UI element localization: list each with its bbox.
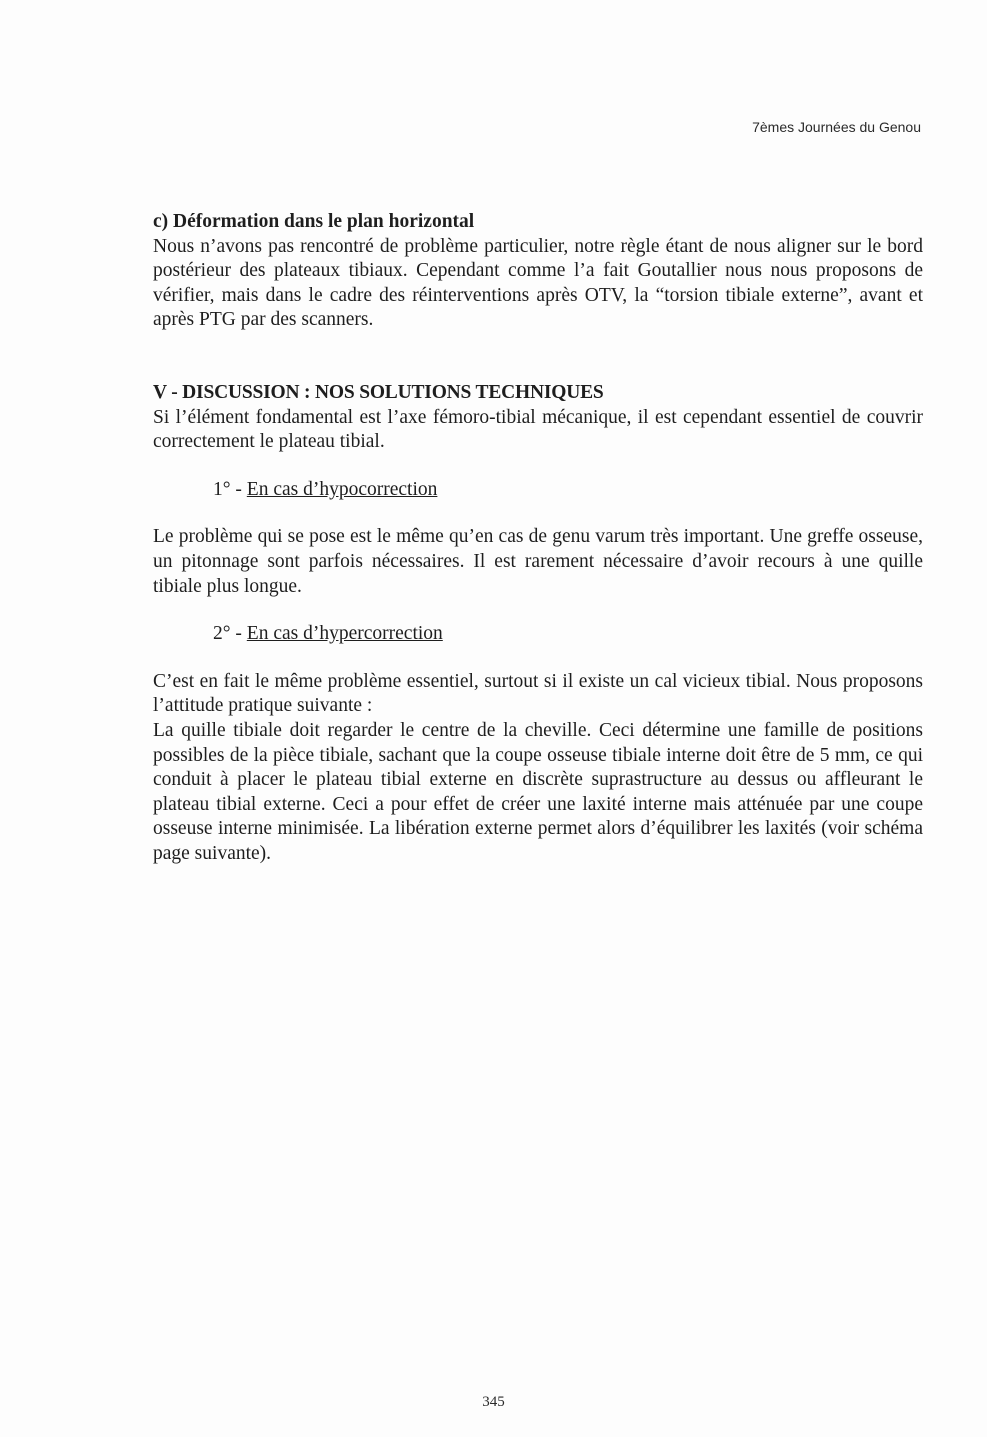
section-v-intro: Si l’élément fondamental est l’axe fémoro-tibial mécanique, il est cependant essentiel de couvrir correctement le plateau tibial. bbox=[153, 406, 923, 453]
subsection-1-title: En cas d’hypocorrection bbox=[246, 478, 438, 500]
subsection-1-number: 1° - bbox=[213, 478, 247, 500]
subsection-2-heading bbox=[213, 622, 923, 647]
subsection-2-number: 2° - bbox=[213, 623, 247, 645]
page-body bbox=[153, 210, 923, 866]
subsection-2-paragraph-2: La quille tibiale doit regarder le centre de la cheville. Ceci détermine une famille de positions possibles de la pièce tibiale, sachant que la coupe osseuse tibiale interne doit être de 5 mm, ce qui conduit à placer le plateau tibial externe en discrète suprastructure au dessus ou affleurant le plateau tibial externe. Ceci a pour effet de créer une laxité interne mais atténuée par une coupe osseuse interne minimisée. La libération externe permet alors d’équilibrer les laxités (voir schéma page suivante). bbox=[153, 719, 923, 864]
section-v-heading: V - DISCUSSION : NOS SOLUTIONS TECHNIQUES bbox=[153, 381, 604, 403]
subsection-1-heading bbox=[213, 478, 923, 503]
section-c-heading: c) Déformation dans le plan horizontal bbox=[153, 211, 475, 232]
subsection-1-paragraph: Le problème qui se pose est le même qu’en cas de genu varum très important. Une greffe osseuse, un pitonnage sont parfois nécessaires. Il est rarement nécessaire d’avoir recours à une quille tibiale plus longue. bbox=[153, 526, 923, 597]
section-c-paragraph: Nous n’avons pas rencontré de problème particulier, notre règle étant de nous aligner sur le bord postérieur des plateaux tibiaux. Cependant comme l’a fait Goutallier nous nous proposons de vérifier, mais dans le cadre des réinterventions après OTV, la “torsion tibiale externe”, avant et après PTG par des scanners. bbox=[153, 235, 923, 331]
page-number: 345 bbox=[482, 1394, 505, 1410]
subsection-2-title: En cas d’hypercorrection bbox=[246, 623, 443, 645]
subsection-2-paragraph-1: C’est en fait le même problème essentiel, surtout si il existe un cal vicieux tibial. Nous proposons l’attitude pratique suivante : bbox=[153, 670, 923, 717]
running-header: 7èmes Journées du Genou bbox=[752, 119, 921, 135]
